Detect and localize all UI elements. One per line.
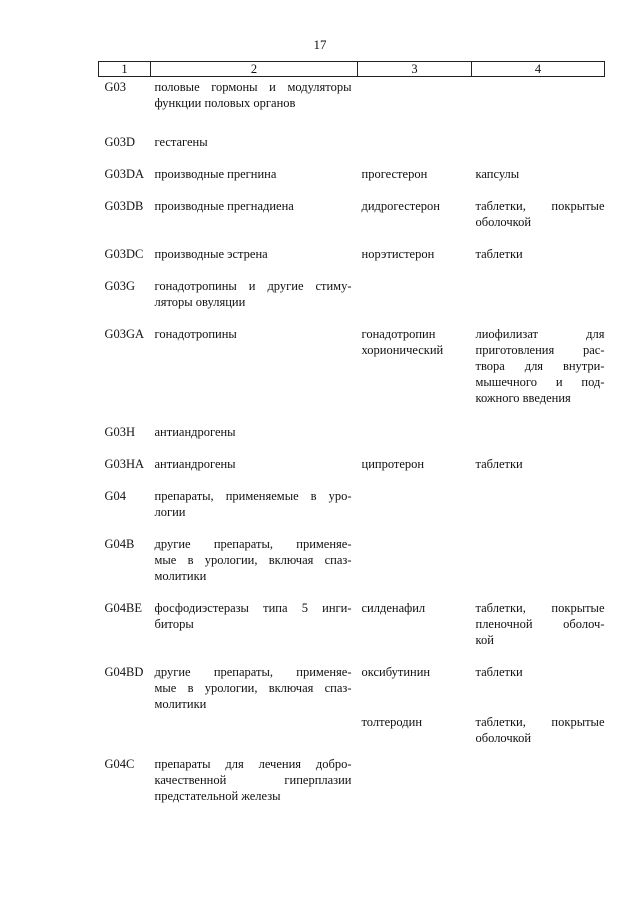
dosage-form-cell xyxy=(472,132,605,164)
drug-name-cell xyxy=(358,754,472,824)
table-row xyxy=(99,712,605,754)
drug-name-cell xyxy=(358,598,472,662)
pharmacological-group-cell xyxy=(151,196,358,244)
column-header-1: 1 xyxy=(99,62,151,77)
dosage-form-line: твора для внутри- xyxy=(475,358,605,373)
pharmacological-group-line: гонадотропины и другие стиму- xyxy=(154,278,352,293)
drug-classification-table xyxy=(98,61,605,824)
pharmacological-group-line: производные прегнина xyxy=(154,166,277,181)
pharmacological-group-cell xyxy=(151,244,358,276)
dosage-form-line: таблетки xyxy=(475,456,523,471)
table-row xyxy=(99,77,605,132)
drug-name-cell xyxy=(358,244,472,276)
pharmacological-group-cell xyxy=(151,712,358,754)
dosage-form-cell xyxy=(472,77,605,132)
pharmacological-group-cell xyxy=(151,77,358,132)
pharmacological-group-cell xyxy=(151,754,358,824)
table-row xyxy=(99,454,605,486)
pharmacological-group-line: гестагены xyxy=(154,134,208,149)
pharmacological-group-line: молитики xyxy=(154,696,207,711)
atc-code-cell xyxy=(99,132,151,164)
atc-code-cell xyxy=(99,454,151,486)
dosage-form-line: мышечного и под- xyxy=(475,374,605,389)
pharmacological-group-line: мые в урологии, включая спаз- xyxy=(154,680,352,695)
dosage-form-cell xyxy=(472,486,605,534)
pharmacological-group-line: функции половых органов xyxy=(154,96,296,110)
drug-name-line: дидрогестерон xyxy=(361,198,440,213)
atc-code-cell xyxy=(99,662,151,712)
table-row xyxy=(99,486,605,534)
drug-name-line: толтеродин xyxy=(361,714,423,729)
drug-name-cell xyxy=(358,712,472,754)
atc-code: G03DB xyxy=(104,198,144,213)
pharmacological-group-cell xyxy=(151,534,358,598)
drug-name-line: прогестерон xyxy=(361,166,428,181)
atc-code-cell xyxy=(99,534,151,598)
atc-code-cell xyxy=(99,598,151,662)
pharmacological-group-cell xyxy=(151,454,358,486)
atc-code: G03DA xyxy=(104,166,145,181)
drug-name-cell xyxy=(358,77,472,132)
atc-code-cell xyxy=(99,244,151,276)
atc-code-cell xyxy=(99,754,151,824)
pharmacological-group-cell xyxy=(151,276,358,324)
table-row xyxy=(99,662,605,712)
page-number: 17 xyxy=(313,37,327,52)
dosage-form-cell xyxy=(472,712,605,754)
atc-code-cell xyxy=(99,196,151,244)
dosage-form-cell xyxy=(472,662,605,712)
drug-name-cell xyxy=(358,422,472,454)
dosage-form-line: кой xyxy=(475,632,494,647)
drug-name-line: гонадотропин xyxy=(361,326,436,341)
drug-name-cell xyxy=(358,662,472,712)
atc-code-cell xyxy=(99,77,151,132)
dosage-form-line: таблетки, покрытые xyxy=(475,198,605,213)
pharmacological-group-line: ляторы овуляции xyxy=(154,294,246,309)
pharmacological-group-line: молитики xyxy=(154,568,207,583)
dosage-form-line: капсулы xyxy=(475,166,520,181)
drug-name-cell xyxy=(358,132,472,164)
atc-code: G03GA xyxy=(104,326,145,341)
dosage-form-line: оболочкой xyxy=(475,214,532,229)
dosage-form-line: приготовления рас- xyxy=(475,342,605,357)
table-row xyxy=(99,132,605,164)
atc-code: G04BE xyxy=(104,600,142,615)
dosage-form-cell xyxy=(472,276,605,324)
pharmacological-group-cell xyxy=(151,164,358,196)
atc-code-cell xyxy=(99,164,151,196)
table-row xyxy=(99,244,605,276)
table-row xyxy=(99,164,605,196)
dosage-form-line: таблетки, покрытые xyxy=(475,714,605,729)
column-header-4: 4 xyxy=(472,62,605,77)
table-header-row xyxy=(99,62,605,77)
atc-code: G04C xyxy=(104,756,135,771)
pharmacological-group-cell xyxy=(151,598,358,662)
pharmacological-group-line: препараты, применяемые в уро- xyxy=(154,488,352,503)
dosage-form-cell xyxy=(472,422,605,454)
drug-name-cell xyxy=(358,276,472,324)
drug-name-line: ципротерон xyxy=(361,456,425,471)
table-row xyxy=(99,754,605,824)
pharmacological-group-line: предстательной железы xyxy=(154,788,281,803)
pharmacological-group-line: биторы xyxy=(154,616,194,631)
dosage-form-line: лиофилизат для xyxy=(475,326,605,341)
pharmacological-group-cell xyxy=(151,662,358,712)
dosage-form-line: оболочкой xyxy=(475,730,532,745)
dosage-form-cell xyxy=(472,754,605,824)
drug-name-cell xyxy=(358,486,472,534)
pharmacological-group-line: другие препараты, применяе- xyxy=(154,664,352,679)
atc-code: G04B xyxy=(104,536,135,551)
table-body xyxy=(99,77,605,824)
drug-name-line: хорионический xyxy=(361,342,444,357)
table-row xyxy=(99,534,605,598)
drug-name-line: оксибутинин xyxy=(361,664,431,679)
pharmacological-group-line: мые в урологии, включая спаз- xyxy=(154,552,352,567)
atc-code-cell xyxy=(99,276,151,324)
pharmacological-group-line: антиандрогены xyxy=(154,456,236,471)
table-row xyxy=(99,196,605,244)
dosage-form-line: таблетки xyxy=(475,664,523,679)
dosage-form-cell xyxy=(472,454,605,486)
drug-name-cell xyxy=(358,164,472,196)
pharmacological-group-cell xyxy=(151,422,358,454)
pharmacological-group-line: производные прегнадиена xyxy=(154,198,294,213)
drug-name-line: силденафил xyxy=(361,600,426,615)
pharmacological-group-line: гонадотропины xyxy=(154,326,237,341)
dosage-form-line: таблетки xyxy=(475,246,523,261)
dosage-form-line: кожного введения xyxy=(475,390,571,405)
pharmacological-group-line: производные эстрена xyxy=(154,246,268,261)
atc-code: G03DC xyxy=(104,246,144,261)
dosage-form-cell xyxy=(472,196,605,244)
drug-name-cell xyxy=(358,324,472,422)
pharmacological-group-cell xyxy=(151,486,358,534)
atc-code: G03D xyxy=(104,134,136,149)
pharmacological-group-cell xyxy=(151,324,358,422)
table-row xyxy=(99,422,605,454)
pharmacological-group-line: антиандрогены xyxy=(154,424,236,439)
dosage-form-cell xyxy=(472,244,605,276)
atc-code-cell xyxy=(99,486,151,534)
atc-code-cell xyxy=(99,712,151,754)
dosage-form-cell xyxy=(472,164,605,196)
table-row xyxy=(99,598,605,662)
pharmacological-group-line: препараты для лечения добро- xyxy=(154,756,352,771)
table-row xyxy=(99,324,605,422)
pharmacological-group-line: фосфодиэстеразы типа 5 инги- xyxy=(154,600,352,615)
atc-code: G04 xyxy=(104,488,127,503)
drug-name-cell xyxy=(358,454,472,486)
atc-code: G03G xyxy=(104,278,136,293)
dosage-form-cell xyxy=(472,598,605,662)
atc-code-cell xyxy=(99,324,151,422)
dosage-form-cell xyxy=(472,534,605,598)
pharmacological-group-line: логии xyxy=(154,504,186,519)
atc-code-cell xyxy=(99,422,151,454)
atc-code: G03 xyxy=(104,80,127,94)
column-header-3: 3 xyxy=(358,62,472,77)
drug-name-line: норэтистерон xyxy=(361,246,435,261)
drug-name-cell xyxy=(358,534,472,598)
pharmacological-group-line: половые гормоны и модуляторы xyxy=(154,80,352,94)
atc-code: G04BD xyxy=(104,664,144,679)
pharmacological-group-line: качественной гиперплазии xyxy=(154,772,352,787)
pharmacological-group-line: другие препараты, применяе- xyxy=(154,536,352,551)
table-row xyxy=(99,276,605,324)
dosage-form-line: пленочной оболоч- xyxy=(475,616,605,631)
dosage-form-cell xyxy=(472,324,605,422)
column-header-2: 2 xyxy=(151,62,358,77)
atc-code: G03HA xyxy=(104,456,145,471)
atc-code: G03H xyxy=(104,424,136,439)
pharmacological-group-cell xyxy=(151,132,358,164)
dosage-form-line: таблетки, покрытые xyxy=(475,600,605,615)
drug-name-cell xyxy=(358,196,472,244)
